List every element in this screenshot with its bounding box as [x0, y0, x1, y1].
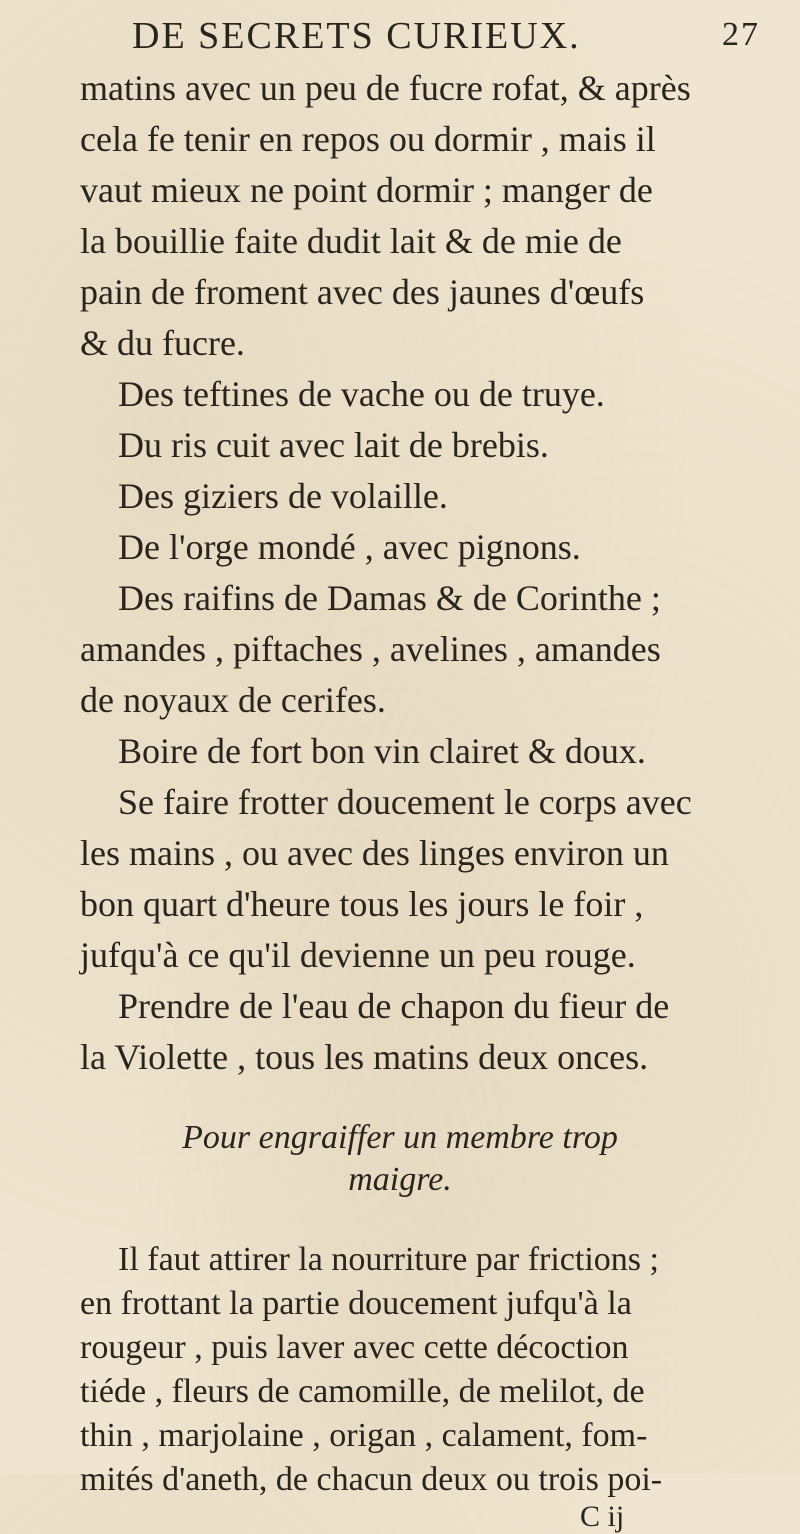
signature-mark: C ij	[580, 1500, 625, 1533]
running-head-title: DE SECRETS CURIEUX.	[132, 15, 581, 57]
text-line: mités d'aneth, de chacun deux ou trois poi-	[80, 1461, 663, 1498]
text-line: Du ris cuit avec lait de brebis.	[118, 425, 549, 465]
text-line: Des teftines de vache ou de truye.	[118, 374, 605, 414]
text-line: Il faut attirer la nourriture par frictions ;	[118, 1241, 659, 1278]
text-line: De l'orge mondé , avec pignons.	[118, 527, 581, 567]
text-line: bon quart d'heure tous les jours le foir ,	[80, 884, 644, 924]
text-line: vaut mieux ne point dormir ; manger de	[80, 170, 653, 210]
text-line: Prendre de l'eau de chapon du fieur de	[118, 986, 670, 1026]
text-line: Des giziers de volaille.	[118, 476, 448, 516]
text-line: la Violette , tous les matins deux onces.	[80, 1037, 649, 1077]
running-head	[120, 14, 760, 64]
text-line: rougeur , puis laver avec cette décoction	[80, 1329, 629, 1366]
text-line: Des raifins de Damas & de Corinthe ;	[118, 578, 661, 618]
text-line: Se faire frotter doucement le corps avec	[118, 782, 692, 822]
text-line: la bouillie faite dudit lait & de mie de	[80, 221, 622, 261]
text-line: pain de froment avec des jaunes d'œufs	[80, 272, 645, 312]
text-line: de noyaux de cerifes.	[80, 680, 386, 720]
text-line: Boire de fort bon vin clairet & doux.	[118, 731, 646, 771]
text-line: cela fe tenir en repos ou dormir , mais il	[80, 119, 656, 159]
text-line: jufqu'à ce qu'il devienne un peu rouge.	[80, 935, 636, 975]
text-line: tiéde , fleurs de camomille, de melilot, de	[80, 1373, 645, 1410]
text-line: amandes , piftaches , avelines , amandes	[80, 629, 661, 669]
section-heading-line-2: maigre.	[348, 1161, 452, 1198]
page-number: 27	[722, 16, 760, 53]
section-heading-line-1: Pour engraiffer un membre trop	[182, 1119, 618, 1156]
text-line: matins avec un peu de fucre rofat, & après	[80, 68, 691, 108]
text-line: les mains , ou avec des linges environ un	[80, 833, 669, 873]
text-line: thin , marjolaine , origan , calament, fom-	[80, 1417, 648, 1454]
text-line: en frottant la partie doucement jufqu'à la	[80, 1285, 632, 1322]
text-line: & du fucre.	[80, 323, 245, 363]
